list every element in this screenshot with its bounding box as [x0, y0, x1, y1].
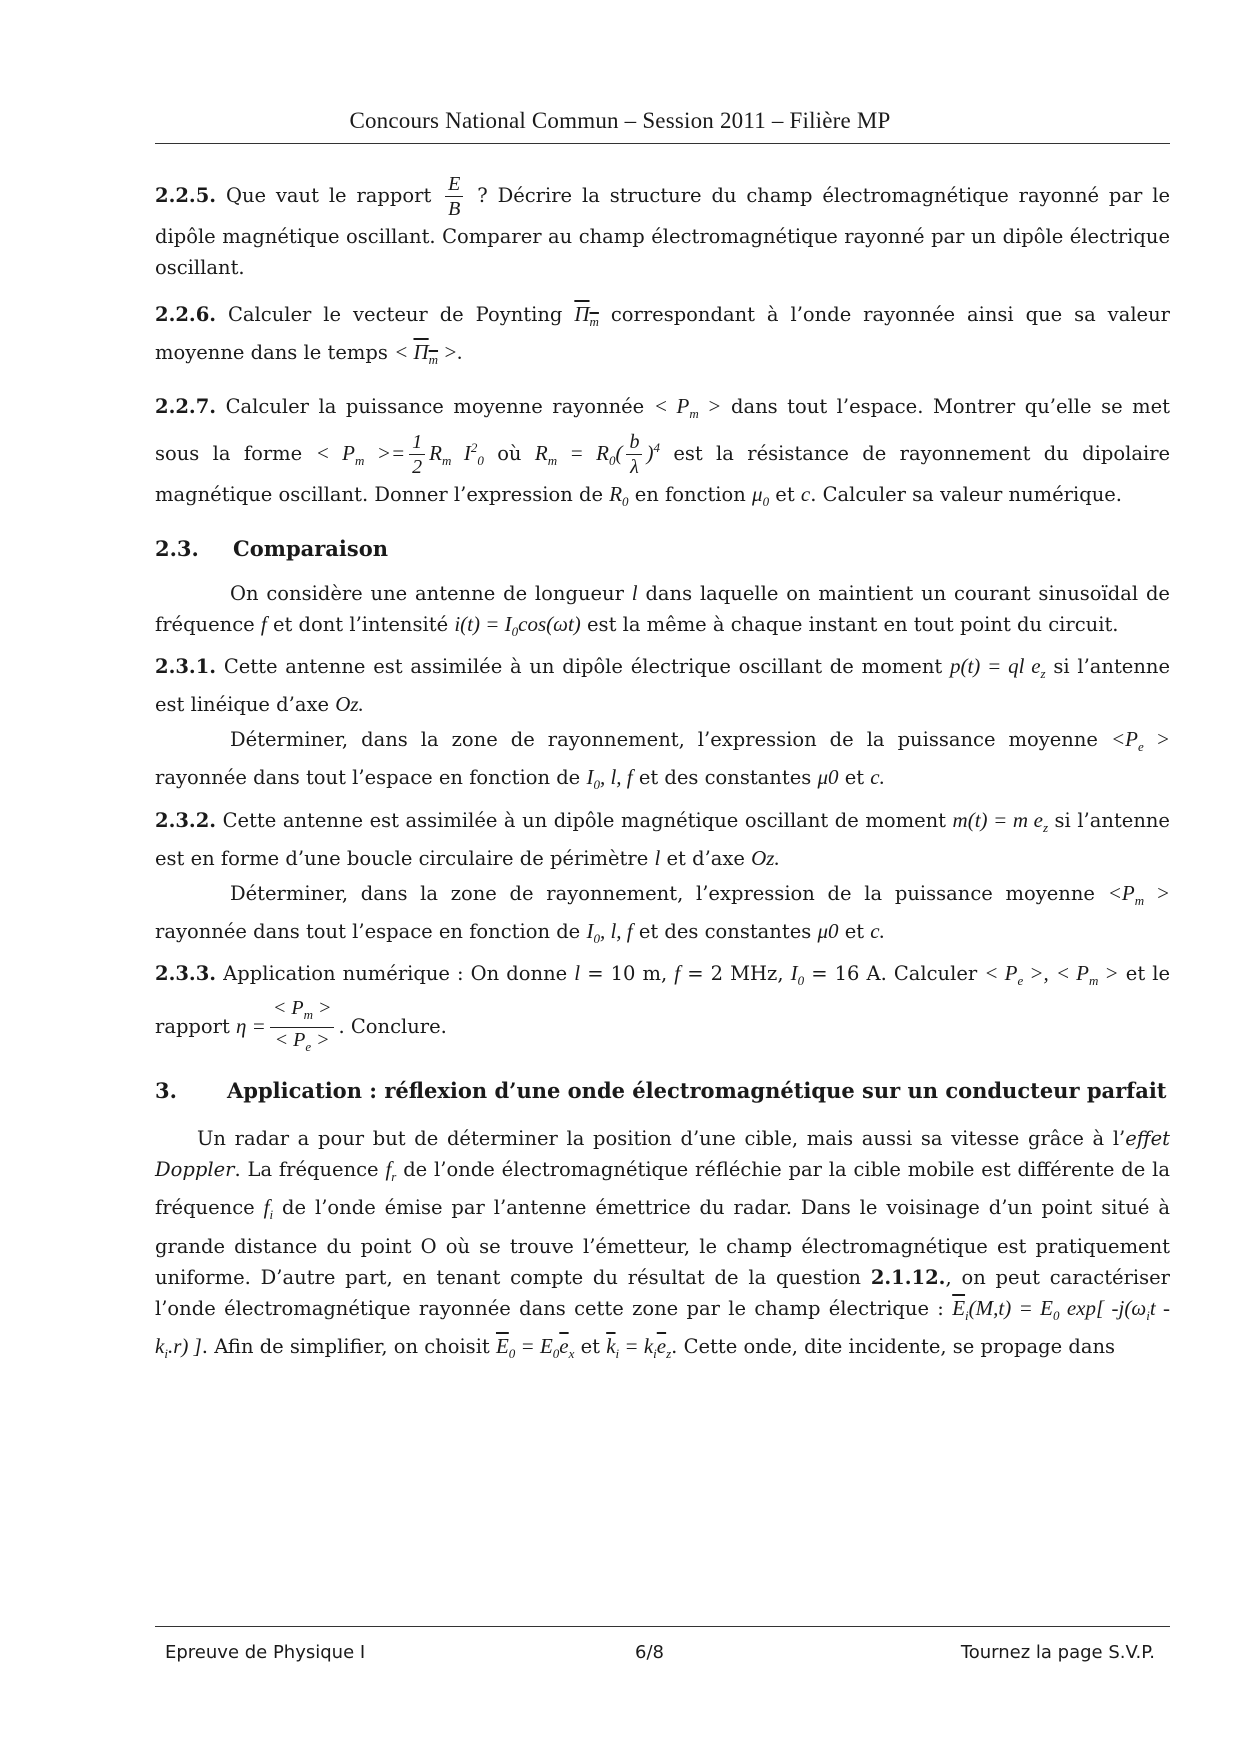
section-2-3-heading: 2.3. Comparaison — [155, 535, 388, 561]
ratio-fraction: $\frac{< P_m >}{< P_e >}$ — [270, 996, 335, 1059]
section-2-3-intro: On considère une antenne de longueur l dans laquelle on maintient un courant sinusoïdal de fréquence f et dont l’intensité $i(t) = I_0\cos(\omega t)$ est la même à chaque instant en tout point du circuit. — [155, 580, 1170, 639]
question-2-2-5: 2.2.5. Que vaut le rapport $\frac{E}{B}$ ? Décrire la structure du champ électromagnétique rayonné par le dipôle magnétique oscillant. Comparer au champ électromagnétique rayonné par un dipôle électrique oscillant. — [155, 173, 1170, 279]
question-2-3-3: 2.3.3. Application numérique : On donne l = 10 m, f = 2 MHz, $I_0 = 16$ A. Calculer < $P_e$ >, < $P_m$ > et le rapport η = $\frac{< P_m >}{< P_e >}$ . Conclure. — [155, 958, 1170, 1059]
question-number: 2.2.7. — [155, 395, 217, 419]
footer-turn-page: Tournez la page S.V.P. — [960, 1642, 1155, 1663]
question-number: 2.2.6. — [155, 303, 217, 326]
poynting-vector: $\Pi_m$ — [574, 302, 599, 330]
page-content — [155, 172, 1170, 1385]
question-2-2-7: 2.2.7. Calculer la puissance moyenne rayonnée < $P_m$ > dans tout l’espace. Montrer qu’elle se met sous la forme < $P_m$ >= $\frac{1}{2}$ $R_m$ $I^2_0$ où $R_m = R_0$( $\frac{b}{\lambda}$ )$^4$ est la résistance de rayonnement du dipolaire magnétique oscillant. Donner l’expression de $R_0$ en fonction $\mu_0$ et c. Calculer sa valeur numérique. — [155, 394, 1171, 509]
power-formula: < $P_m$ >= — [315, 440, 406, 468]
incident-field-formula: $\overline{E}_i(M,t) = E_0$ exp[ $-j(\omega_it - k_i.r)$ ] — [155, 1295, 1171, 1361]
fraction-e-over-b: $\frac{E}{B}$ — [445, 172, 463, 221]
question-number: 2.3.2. — [155, 808, 217, 832]
page-footer — [165, 1642, 1155, 1672]
question-number: 2.3.1. — [155, 654, 217, 678]
footer-divider — [155, 1626, 1170, 1627]
section-3-paragraph: Un radar a pour but de déterminer la position d’une cible, mais aussi sa vitesse grâce à l’effet Doppler. La fréquence $f_r$ de l’onde électromagnétique réfléchie par la cible mobile est différente de la fréquence $f_i$ de l’onde émise par l’antenne émettrice du radar. Dans le voisinage d’un point situé à grande distance du point O où se trouve l’émetteur, le champ électromagnétique est pratiquement uniforme. D’autre part, en tenant compte du résultat de la question 2.1.12., on peut caractériser l’onde électromagnétique rayonnée dans cette zone par le champ électrique : $\overline{E}_i(M,t) = E_0$ exp[ $-j(\omega_it - k_i.r)$ ]. Afin de simplifier, on choisit $\overline{E}_0 = E_0\overline{e}_x$ et $\overline{k}_i = k_i\overline{e}_z$. Cette onde, dite incidente, se propage dans — [155, 1127, 1171, 1361]
question-number: 2.2.5. — [155, 184, 217, 207]
question-2-3-2-task: Déterminer, dans la zone de rayonnement, l’expression de la puissance moyenne $<P_m$ > rayonnée dans tout l’espace en fonction de $I_0$, l, f et des constantes μ0 et c. — [155, 880, 1171, 947]
footer-exam-name: Epreuve de Physique I — [165, 1642, 366, 1663]
question-number: 2.3.3. — [155, 962, 217, 986]
poynting-mean: < $\Pi_m$ >. — [394, 340, 463, 368]
question-2-2-6: 2.2.6. Calculer le vecteur de Poynting $\Pi_m$ correspondant à l’onde rayonnée ainsi que sa valeur moyenne dans le temps < $\Pi_m$ >. — [155, 302, 1170, 368]
page-header-title: Concours National Commun – Session 2011 – Filière MP — [349, 108, 891, 133]
header-divider — [155, 143, 1170, 144]
resistance-formula: $R_m = R_0$( — [534, 440, 623, 468]
section-3-heading: 3. Application : réflexion d’une onde électromagnétique sur un conducteur parfait — [155, 1078, 1167, 1104]
question-2-3-1: 2.3.1. Cette antenne est assimilée à un dipôle électrique oscillant de moment p(t) = ql $e_z$ si l’antenne est linéique d’axe Oz. — [155, 653, 1170, 717]
page-number: 6/8 — [635, 1642, 664, 1663]
question-2-3-2: 2.3.2. Cette antenne est assimilée à un dipôle magnétique oscillant de moment m(t) = m $e_z$ si l’antenne est en forme d’une boucle circulaire de périmètre l et d’axe Oz. — [155, 807, 1170, 870]
question-2-3-1-task: Déterminer, dans la zone de rayonnement, l’expression de la puissance moyenne $<P_e$ > rayonnée dans tout l’espace en fonction de $I_0$, l, f et des constantes μ0 et c. — [155, 727, 1170, 793]
